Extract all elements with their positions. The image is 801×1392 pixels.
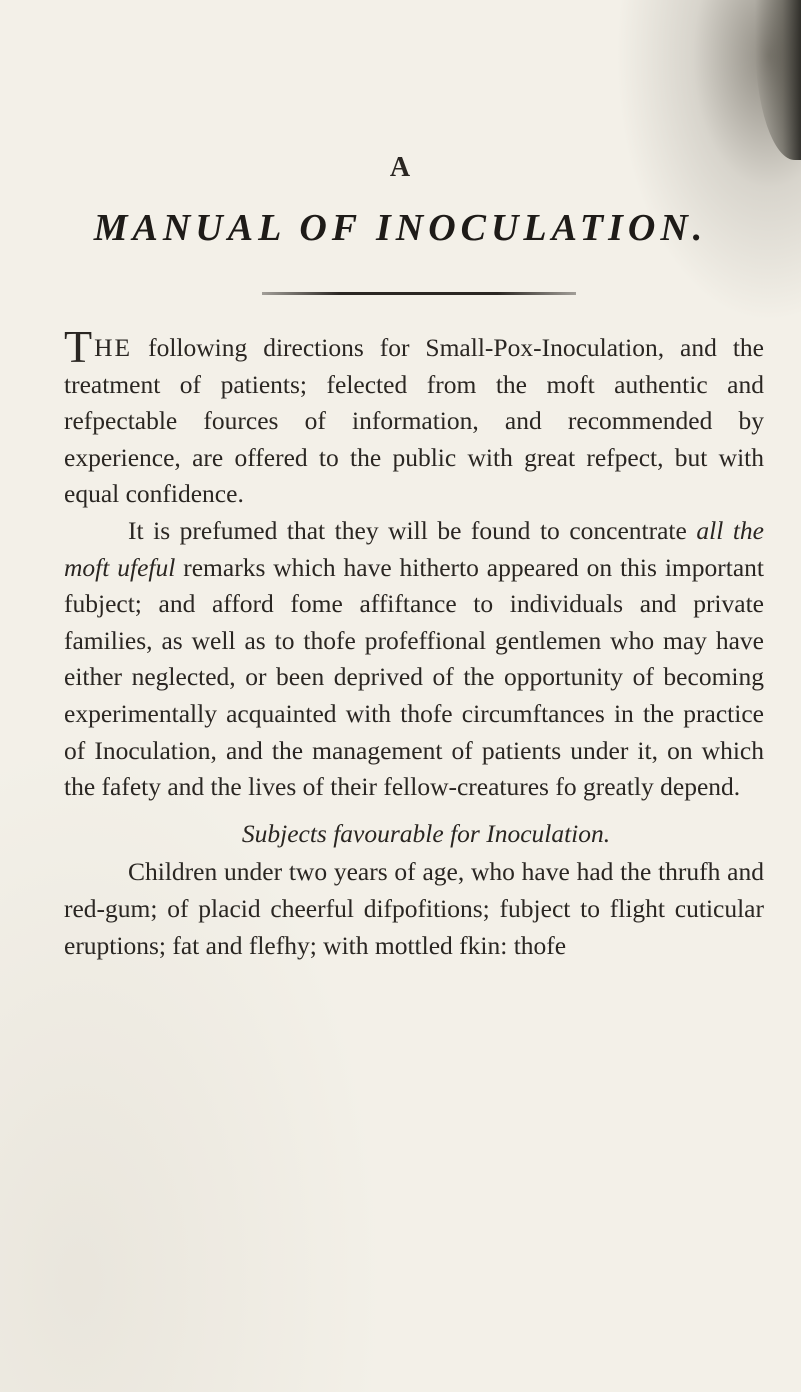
header-letter: A	[389, 152, 412, 183]
section-heading: Subjects favourable for Inoculation.	[241, 818, 611, 848]
title-rule	[262, 292, 576, 295]
paragraph-subjects: Children under two years of age, who have had the thrufh and red-gum; of placid cheerful difpofitions; fubject to flight cuticular eruptions; fat and flefhy; with mottled fkin: thofe	[64, 857, 764, 960]
body-text	[64, 321, 765, 964]
paragraph-intro	[64, 321, 764, 513]
paragraph-presumed-italic: all the moft ufeful	[64, 515, 765, 582]
paragraph-presumed	[64, 513, 764, 806]
drop-cap: T	[64, 321, 93, 372]
page-corner-shadow	[755, 0, 801, 160]
page-title: MANUAL OF INOCULATION.	[93, 207, 708, 249]
paragraph-presumed-text-b: remarks which have hitherto appeared on this important fubject; and afford fome affiftance to individuals and private families, as well as to thofe profeffional gentlemen who may have either neglected, or been deprived of the opportunity of becoming experimentally acquainted with thofe circumftances in the practice of Inoculation, and the management of patients under it, on which the fafety and the lives of their fellow-creatures fo greatly depend.	[64, 552, 764, 802]
drop-cap-continuation: HE	[94, 333, 133, 362]
paragraph-intro-text: following directions for Small-Pox-Inoculation, and the treatment of patients; felected from the moft authentic and refpectable fources of information, and recommended by experience, are offered to the public with great refpect, but with equal confidence.	[64, 333, 764, 509]
paragraph-presumed-text-a: It is prefumed that they will be found to concentrate	[128, 515, 697, 545]
